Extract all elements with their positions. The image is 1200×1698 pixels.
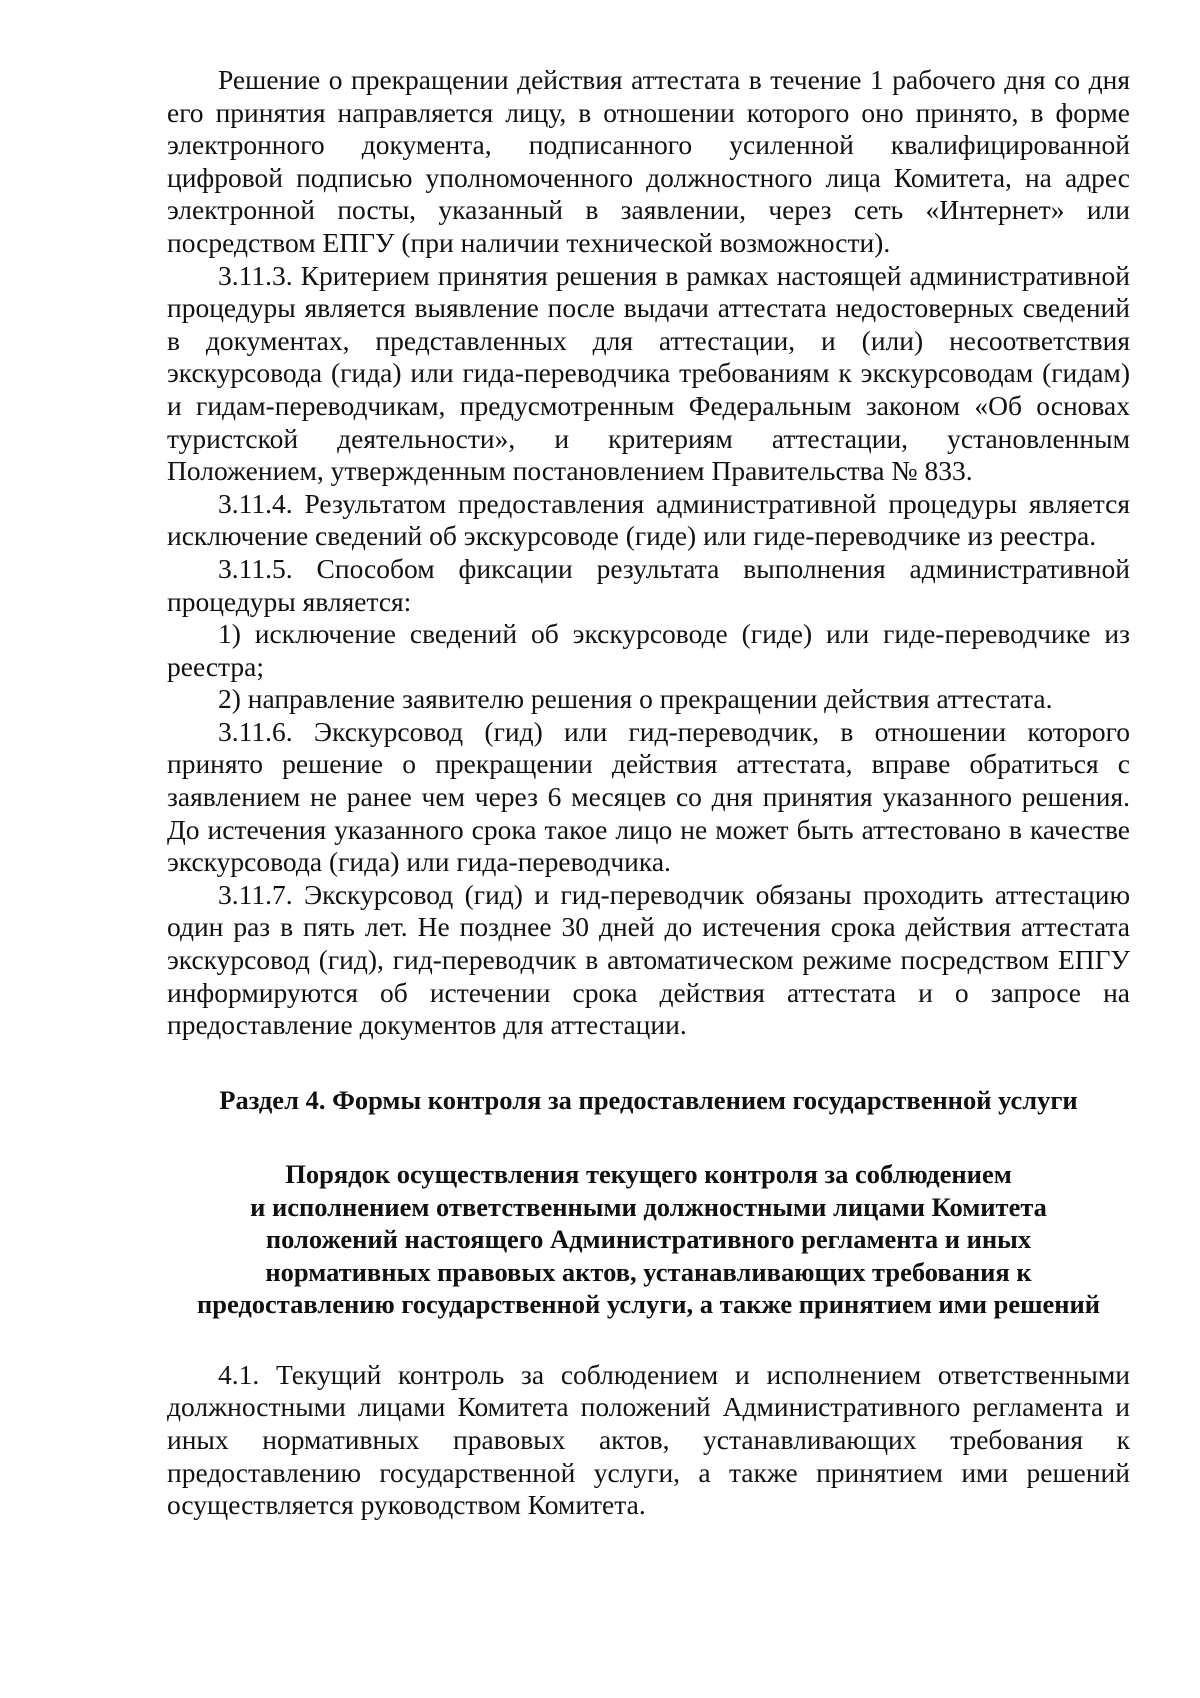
subheading-line: положений настоящего Административного регламента и иных (265, 1224, 1032, 1255)
paragraph-3-11-7: 3.11.7. Экскурсовод (гид) и гид-переводчик обязаны проходить аттестацию один раз в пять лет. Не позднее 30 дней до истечения срока действия аттестата экскурсовод (гид), гид-переводчик в автоматическом режиме посредством ЕПГУ информируются об истечении срока действия аттестата и о запросе на предоставление документов для аттестации. (167, 878, 1130, 1041)
paragraph-4-1: 4.1. Текущий контроль за соблюдением и исполнением ответственными должностными лицами Комитета положений Административного регламента и иных нормативных правовых актов, устанавливающих требования к предоставлению государственной услуги, а также принятием ими решений осуществляется руководством Комитета. (167, 1358, 1130, 1521)
paragraph-3-11-6: 3.11.6. Экскурсовод (гид) или гид-переводчик, в отношении которого принято решение о прекращении действия аттестата, вправе обратиться с заявлением не ранее чем через 6 месяцев со дня принятия указанного решения. До истечения указанного срока такое лицо не может быть аттестовано в качестве экскурсовода (гида) или гида-переводчика. (167, 715, 1130, 878)
list-item-2: 2) направление заявителю решения о прекращении действия аттестата. (218, 683, 1053, 715)
paragraph-3-11-4: 3.11.4. Результатом предоставления административной процедуры является исключение сведений об экскурсоводе (гиде) или гиде-переводчике из реестра. (167, 487, 1130, 552)
paragraph-decision-notice: Решение о прекращении действия аттестата в течение 1 рабочего дня со дня его принятия направляется лицу, в отношении которого оно принято, в форме электронного документа, подписанного усиленной квалифицированной цифровой подписью уполномоченного должностного лица Комитета, на адрес электронной посты, указанный в заявлении, через сеть «Интернет» или посредством ЕПГУ (при наличии технической возможности). (167, 64, 1130, 258)
list-item-1: 1) исключение сведений об экскурсоводе (гиде) или гиде-переводчике из реестра; (167, 618, 1130, 682)
subheading-line: нормативных правовых актов, устанавливающих требования к (265, 1256, 1032, 1287)
section-4-heading: Раздел 4. Формы контроля за предоставлением государственной услуги (219, 1084, 1078, 1115)
subsection-heading (167, 1158, 1130, 1321)
subheading-line: предоставлению государственной услуги, а также принятием ими решений (196, 1289, 1101, 1320)
paragraph-3-11-5: 3.11.5. Способом фиксации результата выполнения административной процедуры является: (167, 552, 1130, 617)
paragraph-3-11-3: 3.11.3. Критерием принятия решения в рамках настоящей административной процедуры является выявление после выдачи аттестата недостоверных сведений в документах, представленных для аттестации, и (или) несоответствия экскурсовода (гида) или гида-переводчика требованиям к экскурсоводам (гидам) и гидам-переводчикам, предусмотренным Федеральным законом «Об основах туристской деятельности», и критериям аттестации, установленным Положением, утвержденным постановлением Правительства № 833. (167, 259, 1130, 487)
subheading-line: и исполнением ответственными должностными лицами Комитета (250, 1191, 1047, 1222)
subheading-line: Порядок осуществления текущего контроля за соблюдением (285, 1159, 1012, 1190)
